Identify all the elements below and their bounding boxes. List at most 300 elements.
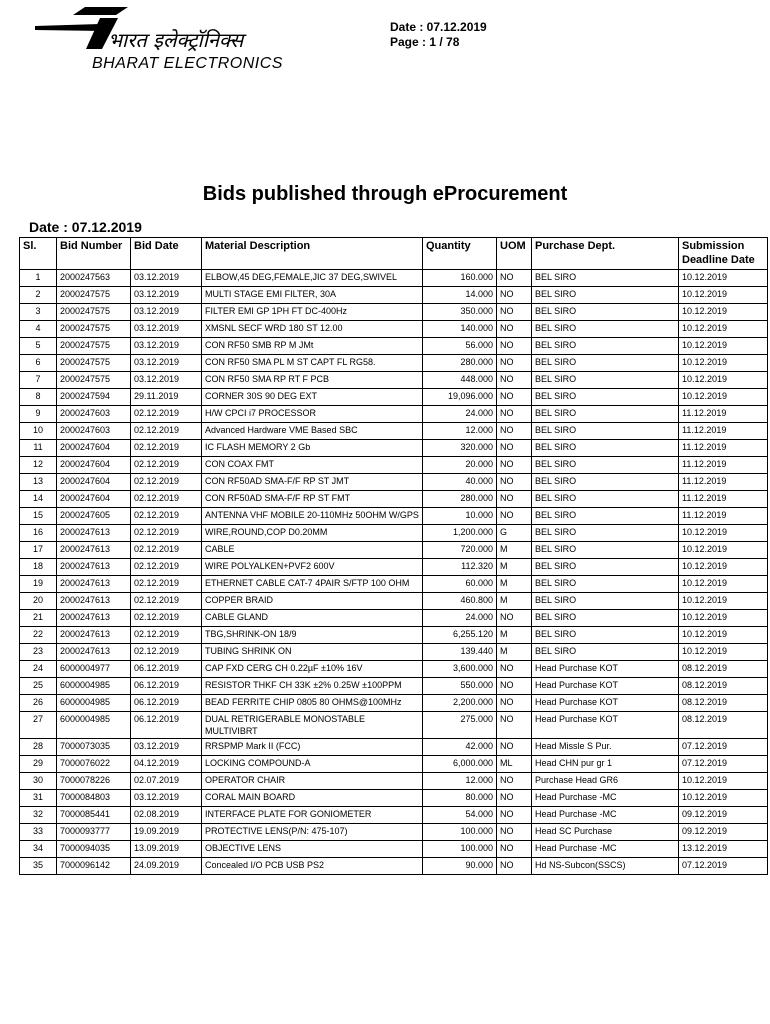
- deadline-cell: 10.12.2019: [679, 270, 768, 287]
- material-description-cell: ANTENNA VHF MOBILE 20-110MHz 50OHM W/GPS: [202, 508, 423, 525]
- table-row: [20, 321, 768, 338]
- material-description-cell: CON RF50 SMB RP M JMt: [202, 338, 423, 355]
- bid-number-cell: 2000247563: [57, 270, 131, 287]
- col-header-quantity: Quantity: [423, 238, 497, 270]
- bid-number-cell: 2000247613: [57, 525, 131, 542]
- sl-cell: 26: [20, 695, 57, 712]
- uom-cell: M: [497, 542, 532, 559]
- bid-date-cell: 13.09.2019: [131, 841, 202, 858]
- table-row: [20, 858, 768, 875]
- table-row: [20, 287, 768, 304]
- purchase-dept-cell: BEL SIRO: [532, 440, 679, 457]
- bid-number-cell: 2000247575: [57, 372, 131, 389]
- purchase-dept-cell: BEL SIRO: [532, 474, 679, 491]
- table-row: [20, 304, 768, 321]
- purchase-dept-cell: Head Purchase KOT: [532, 661, 679, 678]
- purchase-dept-cell: BEL SIRO: [532, 593, 679, 610]
- bid-date-cell: 06.12.2019: [131, 712, 202, 739]
- quantity-cell: 720.000: [423, 542, 497, 559]
- bid-number-cell: 2000247604: [57, 474, 131, 491]
- bid-date-cell: 02.12.2019: [131, 457, 202, 474]
- bid-number-cell: 2000247575: [57, 287, 131, 304]
- deadline-cell: 08.12.2019: [679, 712, 768, 739]
- purchase-dept-cell: Head Purchase KOT: [532, 712, 679, 739]
- purchase-dept-cell: BEL SIRO: [532, 542, 679, 559]
- material-description-cell: CAP FXD CERG CH 0.22µF ±10% 16V: [202, 661, 423, 678]
- material-description-cell: COPPER BRAID: [202, 593, 423, 610]
- table-row: [20, 355, 768, 372]
- sl-cell: 31: [20, 790, 57, 807]
- sl-cell: 30: [20, 773, 57, 790]
- uom-cell: NO: [497, 712, 532, 739]
- bid-date-cell: 02.12.2019: [131, 593, 202, 610]
- sl-cell: 21: [20, 610, 57, 627]
- quantity-cell: 350.000: [423, 304, 497, 321]
- table-row: [20, 457, 768, 474]
- quantity-cell: 6,000.000: [423, 756, 497, 773]
- uom-cell: NO: [497, 474, 532, 491]
- quantity-cell: 100.000: [423, 824, 497, 841]
- quantity-cell: 3,600.000: [423, 661, 497, 678]
- sl-cell: 35: [20, 858, 57, 875]
- sl-cell: 17: [20, 542, 57, 559]
- material-description-cell: TBG,SHRINK-ON 18/9: [202, 627, 423, 644]
- sl-cell: 22: [20, 627, 57, 644]
- bid-date-cell: 02.12.2019: [131, 508, 202, 525]
- table-row: [20, 491, 768, 508]
- table-row: [20, 824, 768, 841]
- bids-table: [19, 237, 768, 875]
- bid-number-cell: 2000247604: [57, 457, 131, 474]
- material-description-cell: CORAL MAIN BOARD: [202, 790, 423, 807]
- purchase-dept-cell: BEL SIRO: [532, 508, 679, 525]
- bid-number-cell: 6000004985: [57, 678, 131, 695]
- deadline-cell: 07.12.2019: [679, 756, 768, 773]
- deadline-cell: 10.12.2019: [679, 627, 768, 644]
- bid-date-cell: 03.12.2019: [131, 321, 202, 338]
- uom-cell: NO: [497, 355, 532, 372]
- bid-number-cell: 2000247594: [57, 389, 131, 406]
- sl-cell: 13: [20, 474, 57, 491]
- bid-number-cell: 7000085441: [57, 807, 131, 824]
- deadline-cell: 11.12.2019: [679, 440, 768, 457]
- table-row: [20, 773, 768, 790]
- bid-date-cell: 02.12.2019: [131, 423, 202, 440]
- table-row: [20, 559, 768, 576]
- table-header-row: [20, 238, 768, 270]
- purchase-dept-cell: BEL SIRO: [532, 576, 679, 593]
- material-description-cell: RRSPMP Mark II (FCC): [202, 739, 423, 756]
- deadline-cell: 10.12.2019: [679, 542, 768, 559]
- bid-number-cell: 2000247575: [57, 304, 131, 321]
- uom-cell: NO: [497, 610, 532, 627]
- material-description-cell: WIRE,ROUND,COP D0.20MM: [202, 525, 423, 542]
- quantity-cell: 140.000: [423, 321, 497, 338]
- material-description-cell: OBJECTIVE LENS: [202, 841, 423, 858]
- quantity-cell: 40.000: [423, 474, 497, 491]
- uom-cell: NO: [497, 423, 532, 440]
- table-row: [20, 678, 768, 695]
- deadline-cell: 07.12.2019: [679, 739, 768, 756]
- bid-number-cell: 7000073035: [57, 739, 131, 756]
- material-description-cell: BEAD FERRITE CHIP 0805 80 OHMS@100MHz: [202, 695, 423, 712]
- sl-cell: 24: [20, 661, 57, 678]
- purchase-dept-cell: Head Purchase -MC: [532, 807, 679, 824]
- table-row: [20, 389, 768, 406]
- material-description-cell: Concealed I/O PCB USB PS2: [202, 858, 423, 875]
- table-row: [20, 474, 768, 491]
- purchase-dept-cell: BEL SIRO: [532, 610, 679, 627]
- quantity-cell: 10.000: [423, 508, 497, 525]
- bid-number-cell: 2000247613: [57, 559, 131, 576]
- quantity-cell: 56.000: [423, 338, 497, 355]
- logo-hindi-text: भारत इलेक्ट्रॉनिक्स: [108, 28, 244, 52]
- sl-cell: 11: [20, 440, 57, 457]
- quantity-cell: 42.000: [423, 739, 497, 756]
- table-row: [20, 695, 768, 712]
- material-description-cell: DUAL RETRIGERABLE MONOSTABLE MULTIVIBRT: [202, 712, 423, 739]
- sl-cell: 18: [20, 559, 57, 576]
- sl-cell: 4: [20, 321, 57, 338]
- col-header-submission-deadline: Submission Deadline Date: [679, 238, 768, 270]
- quantity-cell: 24.000: [423, 610, 497, 627]
- deadline-cell: 10.12.2019: [679, 559, 768, 576]
- sl-cell: 5: [20, 338, 57, 355]
- deadline-cell: 10.12.2019: [679, 644, 768, 661]
- table-row: [20, 807, 768, 824]
- bid-date-cell: 02.07.2019: [131, 773, 202, 790]
- sl-cell: 25: [20, 678, 57, 695]
- bid-number-cell: 7000096142: [57, 858, 131, 875]
- col-header-sl: Sl.: [20, 238, 57, 270]
- uom-cell: M: [497, 559, 532, 576]
- sl-cell: 6: [20, 355, 57, 372]
- table-row: [20, 508, 768, 525]
- sl-cell: 1: [20, 270, 57, 287]
- quantity-cell: 12.000: [423, 773, 497, 790]
- bid-date-cell: 03.12.2019: [131, 338, 202, 355]
- table-row: [20, 739, 768, 756]
- bid-number-cell: 2000247613: [57, 627, 131, 644]
- deadline-cell: 10.12.2019: [679, 355, 768, 372]
- bid-date-cell: 02.12.2019: [131, 576, 202, 593]
- quantity-cell: 20.000: [423, 457, 497, 474]
- bid-date-cell: 02.08.2019: [131, 807, 202, 824]
- table-row: [20, 372, 768, 389]
- quantity-cell: 160.000: [423, 270, 497, 287]
- bid-number-cell: 7000076022: [57, 756, 131, 773]
- sl-cell: 20: [20, 593, 57, 610]
- quantity-cell: 100.000: [423, 841, 497, 858]
- deadline-cell: 10.12.2019: [679, 287, 768, 304]
- table-row: [20, 423, 768, 440]
- uom-cell: NO: [497, 773, 532, 790]
- uom-cell: NO: [497, 406, 532, 423]
- material-description-cell: MULTI STAGE EMI FILTER, 30A: [202, 287, 423, 304]
- material-description-cell: PROTECTIVE LENS(P/N: 475-107): [202, 824, 423, 841]
- quantity-cell: 2,200.000: [423, 695, 497, 712]
- purchase-dept-cell: BEL SIRO: [532, 338, 679, 355]
- quantity-cell: 12.000: [423, 423, 497, 440]
- logo-top-stroke: [73, 7, 128, 15]
- material-description-cell: CON RF50 SMA RP RT F PCB: [202, 372, 423, 389]
- uom-cell: M: [497, 593, 532, 610]
- material-description-cell: RESISTOR THKF CH 33K ±2% 0.25W ±100PPM: [202, 678, 423, 695]
- deadline-cell: 09.12.2019: [679, 824, 768, 841]
- bid-date-cell: 19.09.2019: [131, 824, 202, 841]
- sl-cell: 15: [20, 508, 57, 525]
- bid-number-cell: 2000247575: [57, 321, 131, 338]
- logo-english-text: BHARAT ELECTRONICS: [92, 55, 283, 72]
- bid-date-cell: 24.09.2019: [131, 858, 202, 875]
- table-row: [20, 270, 768, 287]
- uom-cell: NO: [497, 841, 532, 858]
- deadline-cell: 10.12.2019: [679, 593, 768, 610]
- purchase-dept-cell: Purchase Head GR6: [532, 773, 679, 790]
- uom-cell: NO: [497, 338, 532, 355]
- quantity-cell: 275.000: [423, 712, 497, 739]
- material-description-cell: OPERATOR CHAIR: [202, 773, 423, 790]
- bid-date-cell: 02.12.2019: [131, 406, 202, 423]
- purchase-dept-cell: BEL SIRO: [532, 525, 679, 542]
- bid-number-cell: 7000084803: [57, 790, 131, 807]
- sl-cell: 12: [20, 457, 57, 474]
- sl-cell: 9: [20, 406, 57, 423]
- quantity-cell: 460.800: [423, 593, 497, 610]
- purchase-dept-cell: BEL SIRO: [532, 457, 679, 474]
- purchase-dept-cell: BEL SIRO: [532, 304, 679, 321]
- bid-number-cell: 2000247575: [57, 355, 131, 372]
- quantity-cell: 14.000: [423, 287, 497, 304]
- bid-number-cell: 2000247613: [57, 610, 131, 627]
- bid-number-cell: 2000247605: [57, 508, 131, 525]
- bid-date-cell: 06.12.2019: [131, 661, 202, 678]
- deadline-cell: 11.12.2019: [679, 508, 768, 525]
- table-row: [20, 406, 768, 423]
- quantity-cell: 6,255.120: [423, 627, 497, 644]
- quantity-cell: 448.000: [423, 372, 497, 389]
- table-row: [20, 525, 768, 542]
- deadline-cell: 10.12.2019: [679, 610, 768, 627]
- purchase-dept-cell: Head SC Purchase: [532, 824, 679, 841]
- uom-cell: NO: [497, 440, 532, 457]
- quantity-cell: 24.000: [423, 406, 497, 423]
- bid-number-cell: 2000247604: [57, 440, 131, 457]
- deadline-cell: 10.12.2019: [679, 576, 768, 593]
- bid-number-cell: 2000247613: [57, 576, 131, 593]
- bid-date-cell: 03.12.2019: [131, 270, 202, 287]
- material-description-cell: TUBING SHRINK ON: [202, 644, 423, 661]
- deadline-cell: 11.12.2019: [679, 491, 768, 508]
- bid-number-cell: 7000078226: [57, 773, 131, 790]
- bid-number-cell: 2000247603: [57, 423, 131, 440]
- table-row: [20, 712, 768, 739]
- bid-date-cell: 03.12.2019: [131, 287, 202, 304]
- purchase-dept-cell: Head Purchase KOT: [532, 695, 679, 712]
- bid-date-cell: 03.12.2019: [131, 790, 202, 807]
- purchase-dept-cell: BEL SIRO: [532, 372, 679, 389]
- deadline-cell: 09.12.2019: [679, 807, 768, 824]
- purchase-dept-cell: BEL SIRO: [532, 270, 679, 287]
- quantity-cell: 90.000: [423, 858, 497, 875]
- material-description-cell: ETHERNET CABLE CAT-7 4PAIR S/FTP 100 OHM: [202, 576, 423, 593]
- purchase-dept-cell: BEL SIRO: [532, 627, 679, 644]
- bid-date-cell: 02.12.2019: [131, 627, 202, 644]
- uom-cell: NO: [497, 695, 532, 712]
- table-row: [20, 440, 768, 457]
- purchase-dept-cell: BEL SIRO: [532, 644, 679, 661]
- purchase-dept-cell: BEL SIRO: [532, 491, 679, 508]
- purchase-dept-cell: BEL SIRO: [532, 355, 679, 372]
- bid-number-cell: 7000093777: [57, 824, 131, 841]
- material-description-cell: XMSNL SECF WRD 180 ST 12.00: [202, 321, 423, 338]
- sl-cell: 28: [20, 739, 57, 756]
- bid-date-cell: 29.11.2019: [131, 389, 202, 406]
- table-row: [20, 593, 768, 610]
- uom-cell: NO: [497, 858, 532, 875]
- uom-cell: M: [497, 644, 532, 661]
- material-description-cell: ELBOW,45 DEG,FEMALE,JIC 37 DEG,SWIVEL: [202, 270, 423, 287]
- bid-date-cell: 02.12.2019: [131, 542, 202, 559]
- bid-number-cell: 6000004977: [57, 661, 131, 678]
- purchase-dept-cell: Head Purchase KOT: [532, 678, 679, 695]
- table-row: [20, 338, 768, 355]
- sl-cell: 32: [20, 807, 57, 824]
- bid-number-cell: 2000247603: [57, 406, 131, 423]
- uom-cell: NO: [497, 508, 532, 525]
- quantity-cell: 280.000: [423, 491, 497, 508]
- material-description-cell: FILTER EMI GP 1PH FT DC-400Hz: [202, 304, 423, 321]
- uom-cell: NO: [497, 661, 532, 678]
- sl-cell: 33: [20, 824, 57, 841]
- bid-date-cell: 03.12.2019: [131, 739, 202, 756]
- deadline-cell: 10.12.2019: [679, 321, 768, 338]
- purchase-dept-cell: BEL SIRO: [532, 559, 679, 576]
- purchase-dept-cell: BEL SIRO: [532, 389, 679, 406]
- bid-date-cell: 02.12.2019: [131, 474, 202, 491]
- deadline-cell: 10.12.2019: [679, 304, 768, 321]
- table-row: [20, 576, 768, 593]
- quantity-cell: 280.000: [423, 355, 497, 372]
- quantity-cell: 1,200.000: [423, 525, 497, 542]
- bel-logo: [30, 4, 350, 72]
- deadline-cell: 11.12.2019: [679, 474, 768, 491]
- purchase-dept-cell: Hd NS-Subcon(SSCS): [532, 858, 679, 875]
- uom-cell: NO: [497, 790, 532, 807]
- bid-date-cell: 02.12.2019: [131, 525, 202, 542]
- deadline-cell: 11.12.2019: [679, 406, 768, 423]
- deadline-cell: 10.12.2019: [679, 338, 768, 355]
- sl-cell: 16: [20, 525, 57, 542]
- bid-number-cell: 2000247575: [57, 338, 131, 355]
- bid-date-cell: 06.12.2019: [131, 678, 202, 695]
- material-description-cell: Advanced Hardware VME Based SBC: [202, 423, 423, 440]
- sl-cell: 3: [20, 304, 57, 321]
- uom-cell: NO: [497, 491, 532, 508]
- table-row: [20, 542, 768, 559]
- quantity-cell: 550.000: [423, 678, 497, 695]
- material-description-cell: IC FLASH MEMORY 2 Gb: [202, 440, 423, 457]
- sl-cell: 8: [20, 389, 57, 406]
- purchase-dept-cell: BEL SIRO: [532, 423, 679, 440]
- bid-date-cell: 03.12.2019: [131, 355, 202, 372]
- material-description-cell: INTERFACE PLATE FOR GONIOMETER: [202, 807, 423, 824]
- uom-cell: NO: [497, 372, 532, 389]
- bid-date-cell: 02.12.2019: [131, 559, 202, 576]
- col-header-material-description: Material Description: [202, 238, 423, 270]
- uom-cell: M: [497, 627, 532, 644]
- purchase-dept-cell: Head Purchase -MC: [532, 790, 679, 807]
- sl-cell: 10: [20, 423, 57, 440]
- uom-cell: NO: [497, 807, 532, 824]
- table-row: [20, 644, 768, 661]
- uom-cell: NO: [497, 389, 532, 406]
- header-date: Date : 07.12.2019: [390, 20, 487, 34]
- table-row: [20, 661, 768, 678]
- deadline-cell: 10.12.2019: [679, 389, 768, 406]
- quantity-cell: 320.000: [423, 440, 497, 457]
- logo-left-stroke: [35, 24, 104, 31]
- col-header-uom: UOM: [497, 238, 532, 270]
- deadline-cell: 07.12.2019: [679, 858, 768, 875]
- table-row: [20, 610, 768, 627]
- bid-number-cell: 2000247613: [57, 593, 131, 610]
- uom-cell: NO: [497, 824, 532, 841]
- quantity-cell: 60.000: [423, 576, 497, 593]
- deadline-cell: 10.12.2019: [679, 773, 768, 790]
- deadline-cell: 08.12.2019: [679, 661, 768, 678]
- uom-cell: M: [497, 576, 532, 593]
- purchase-dept-cell: Head CHN pur gr 1: [532, 756, 679, 773]
- quantity-cell: 54.000: [423, 807, 497, 824]
- col-header-bid-date: Bid Date: [131, 238, 202, 270]
- purchase-dept-cell: Head Missle S Pur.: [532, 739, 679, 756]
- material-description-cell: CABLE: [202, 542, 423, 559]
- bid-date-cell: 03.12.2019: [131, 304, 202, 321]
- deadline-cell: 08.12.2019: [679, 695, 768, 712]
- purchase-dept-cell: BEL SIRO: [532, 321, 679, 338]
- bid-date-cell: 02.12.2019: [131, 440, 202, 457]
- bid-date-cell: 06.12.2019: [131, 695, 202, 712]
- material-description-cell: CORNER 30S 90 DEG EXT: [202, 389, 423, 406]
- header-page-number: Page : 1 / 78: [390, 35, 460, 49]
- bid-number-cell: 2000247613: [57, 542, 131, 559]
- uom-cell: NO: [497, 739, 532, 756]
- deadline-cell: 11.12.2019: [679, 423, 768, 440]
- sl-cell: 7: [20, 372, 57, 389]
- table-row: [20, 790, 768, 807]
- material-description-cell: CON RF50AD SMA-F/F RP ST JMT: [202, 474, 423, 491]
- bid-number-cell: 2000247604: [57, 491, 131, 508]
- bid-number-cell: 7000094035: [57, 841, 131, 858]
- table-row: [20, 841, 768, 858]
- sl-cell: 19: [20, 576, 57, 593]
- quantity-cell: 112.320: [423, 559, 497, 576]
- uom-cell: NO: [497, 304, 532, 321]
- purchase-dept-cell: Head Purchase -MC: [532, 841, 679, 858]
- material-description-cell: H/W CPCI i7 PROCESSOR: [202, 406, 423, 423]
- sl-cell: 2: [20, 287, 57, 304]
- uom-cell: G: [497, 525, 532, 542]
- deadline-cell: 13.12.2019: [679, 841, 768, 858]
- bid-number-cell: 2000247613: [57, 644, 131, 661]
- material-description-cell: CON COAX FMT: [202, 457, 423, 474]
- material-description-cell: WIRE POLYALKEN+PVF2 600V: [202, 559, 423, 576]
- bid-date-cell: 02.12.2019: [131, 491, 202, 508]
- purchase-dept-cell: BEL SIRO: [532, 406, 679, 423]
- deadline-cell: 10.12.2019: [679, 790, 768, 807]
- uom-cell: NO: [497, 678, 532, 695]
